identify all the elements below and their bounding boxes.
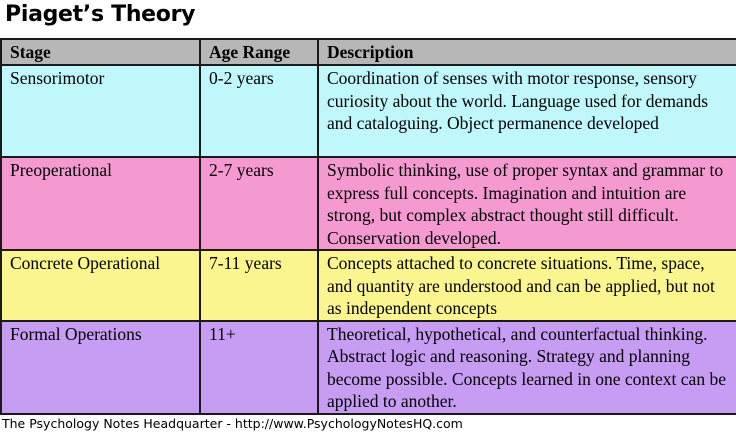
table-row-sensorimotor (1, 65, 736, 157)
stage-cell: Preoperational (1, 157, 200, 250)
age-range-cell: 11+ (200, 321, 318, 414)
stage-cell: Concrete Operational (1, 250, 200, 321)
age-range-cell: 7-11 years (200, 250, 318, 321)
stage-cell: Sensorimotor (1, 65, 200, 157)
age-range-cell: 2-7 years (200, 157, 318, 250)
table-row-preoperational (1, 157, 736, 250)
table-header-row (1, 39, 736, 65)
page-title: Piaget’s Theory (5, 2, 196, 27)
description-cell: Concepts attached to concrete situations. Time, space, and quantity are understood and can be applied, but not as independent concepts (318, 250, 736, 321)
description-cell: Theoretical, hypothetical, and counterfactual thinking. Abstract logic and reasoning. Strategy and planning become possible. Concepts learned in one context can be applied to another. (318, 321, 736, 414)
description-cell: Symbolic thinking, use of proper syntax and grammar to express full concepts. Imagination and intuition are strong, but complex abstract thought still difficult. Conservation developed. (318, 157, 736, 250)
source-credit: The Psychology Notes Headquarter - http://www.PsychologyNotesHQ.com (2, 416, 463, 431)
age-range-cell: 0-2 years (200, 65, 318, 157)
description-cell: Coordination of senses with motor response, sensory curiosity about the world. Language used for demands and cataloguing. Object permanence developed (318, 65, 736, 157)
table-row-formal-operations (1, 321, 736, 414)
column-header-description: Description (318, 39, 736, 65)
stages-table (0, 38, 736, 415)
column-header-stage: Stage (1, 39, 200, 65)
column-header-age-range: Age Range (200, 39, 318, 65)
table-row-concrete-operational (1, 250, 736, 321)
stage-cell: Formal Operations (1, 321, 200, 414)
